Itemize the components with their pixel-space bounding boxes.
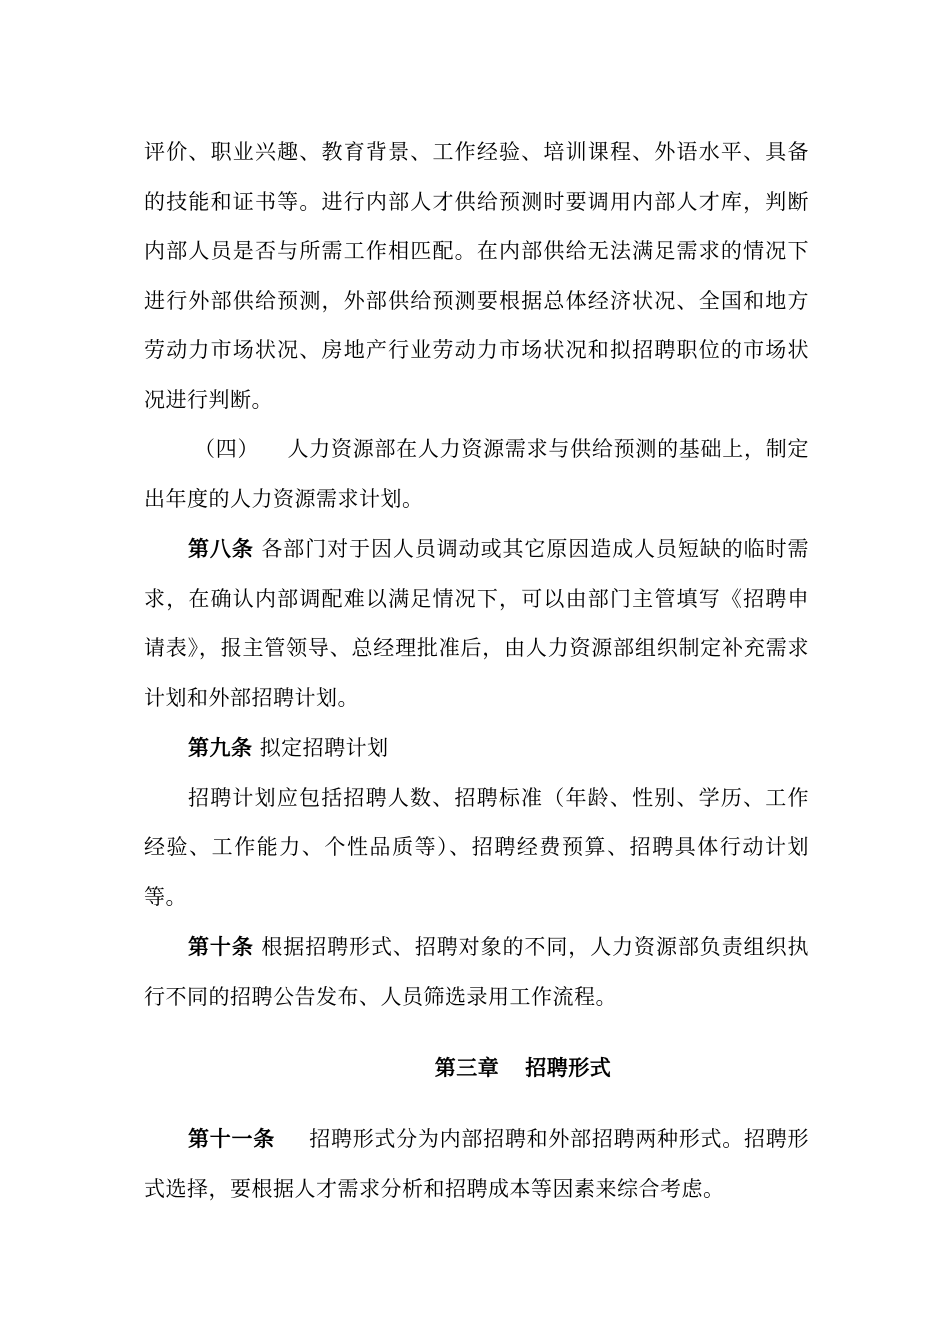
article-text: 招聘形式分为内部招聘和外部招聘两种形式。招聘形式选择，要根据人才需求分析和招聘成本等因素来综合考虑。 <box>144 1127 810 1201</box>
paragraph-text: 招聘计划应包括招聘人数、招聘标准（年龄、性别、学历、工作经验、工作能力、个性品质等）、招聘经费预算、招聘具体行动计划等。 <box>144 785 809 909</box>
article-10 <box>144 922 809 1022</box>
article-8 <box>144 524 809 723</box>
chapter-heading <box>0 1048 950 1088</box>
paragraph-item-four <box>144 425 809 524</box>
paragraph-text: 评价、职业兴趣、教育背景、工作经验、培训课程、外语水平、具备的技能和证书等。进行内部人才供给预测时要调用内部人才库，判断内部人员是否与所需工作相匹配。在内部供给无法满足需求的情况下进行外部供给预测，外部供给预测要根据总体经济状况、全国和地方劳动力市场状况、房地产行业劳动力市场状况和拟招聘职位的市场状况进行判断。 <box>144 140 809 412</box>
paragraph-supply-forecast <box>144 128 809 425</box>
item-label: （四） <box>194 437 260 461</box>
article-heading: 第十条 <box>188 934 254 959</box>
article-9 <box>144 723 809 774</box>
article-heading: 第九条 <box>188 735 253 760</box>
article-heading: 第十一条 <box>188 1126 275 1151</box>
body-section-lower <box>144 1114 809 1214</box>
article-9-body <box>144 774 809 923</box>
article-text: 各部门对于因人员调动或其它原因造成人员短缺的临时需求，在确认内部调配难以满足情况下，可以由部门主管填写《招聘申请表》，报主管领导、总经理批准后，由人力资源部组织制定补充需求计划和外部招聘计划。 <box>144 537 809 710</box>
chapter-title: 招聘形式 <box>525 1055 612 1080</box>
body-section-upper <box>144 128 809 1022</box>
paragraph-text: 人力资源部在人力资源需求与供给预测的基础上，制定出年度的人力资源需求计划。 <box>144 437 810 511</box>
article-text: 拟定招聘计划 <box>259 736 389 760</box>
article-heading: 第八条 <box>188 536 254 561</box>
chapter-number: 第三章 <box>434 1055 500 1080</box>
article-11 <box>144 1114 809 1214</box>
article-text: 根据招聘形式、招聘对象的不同，人力资源部负责组织执行不同的招聘公告发布、人员筛选录用工作流程。 <box>144 935 809 1009</box>
